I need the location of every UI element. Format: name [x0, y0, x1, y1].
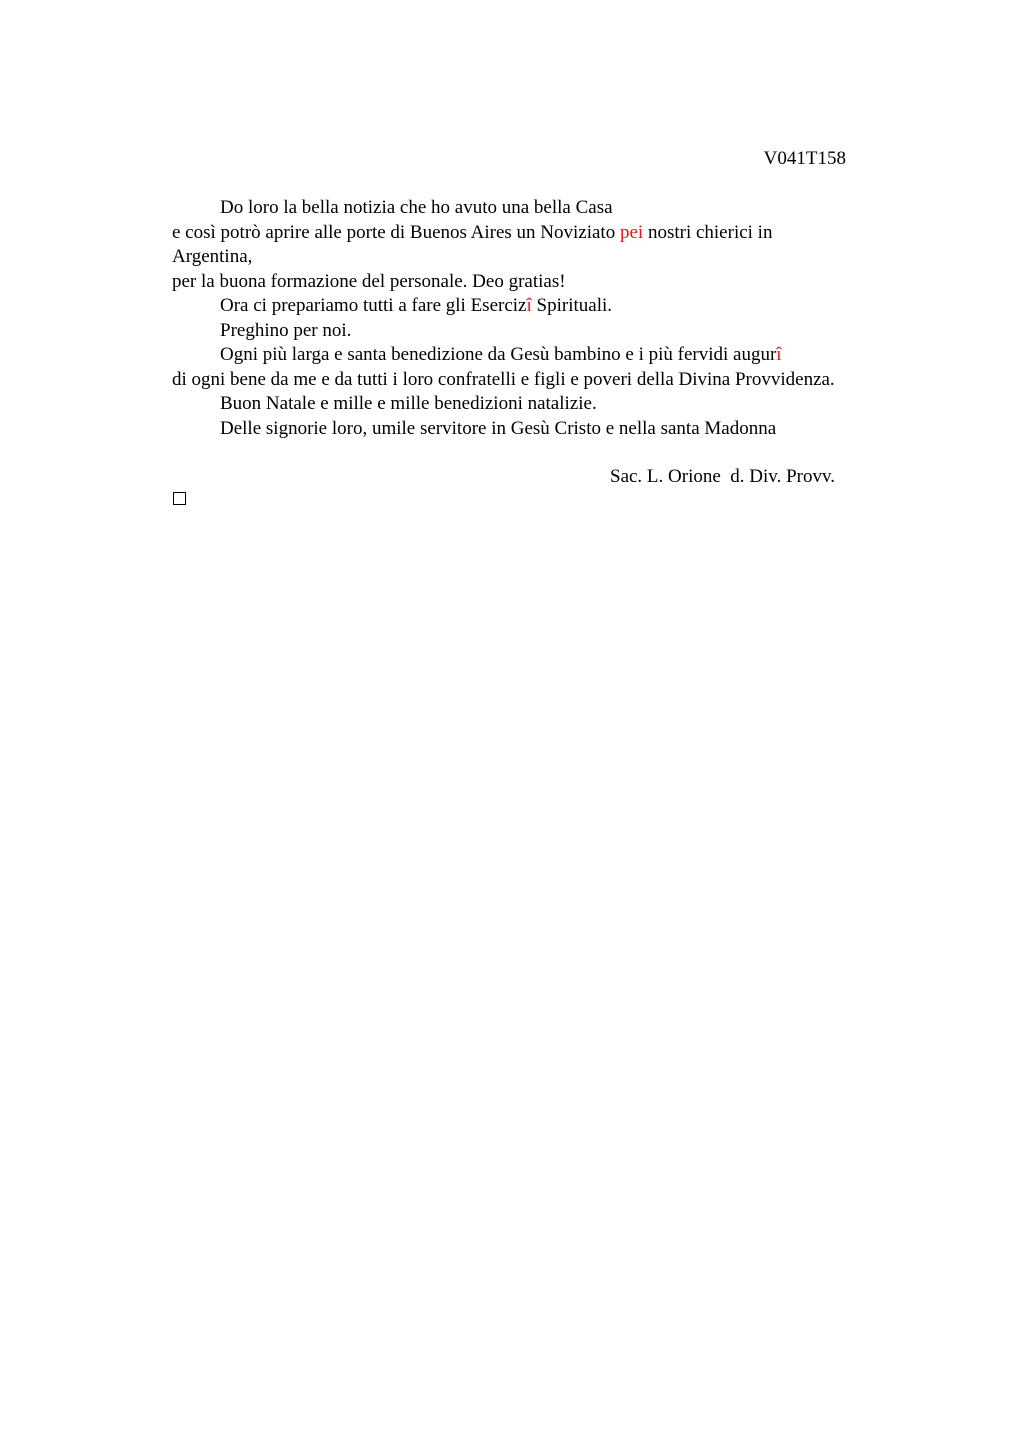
- letter-line-5-end: Spirituali.: [531, 295, 613, 316]
- letter-line-6: Preghino per noi.: [220, 319, 352, 341]
- highlighted-letter: î: [776, 344, 782, 365]
- highlighted-letter: î: [526, 295, 532, 316]
- highlighted-word-pei: pei: [619, 221, 644, 243]
- letter-line-10: Delle signorie loro, umile servitore in Gesù Cristo e nella santa Madonna: [220, 417, 777, 439]
- letter-line-5-start: Ora ci prepariamo tutti a fare gli Esercizî: [220, 295, 532, 316]
- letter-line-2: [172, 221, 912, 246]
- letter-line-1: Do loro la bella notizia che ho avuto una bella Casa: [220, 197, 613, 218]
- letter-line-5: [172, 294, 912, 319]
- letter-line-8: di ogni bene da me e da tutti i loro confratelli e figli e poveri della Divina Provvidenza.: [172, 368, 835, 390]
- letter-line-3: Argentina,: [172, 246, 253, 267]
- end-marker-square: [173, 492, 186, 505]
- letter-line-7: Ogni più larga e santa benedizione da Gesù bambino e i più fervidi augurî: [220, 344, 782, 365]
- letter-line-4: per la buona formazione del personale. Deo gratias!: [172, 270, 566, 292]
- letter-body: [172, 196, 912, 441]
- letter-line-2-start: e così potrò aprire alle porte di Buenos Aires un Noviziato: [172, 221, 620, 243]
- letter-line-2-end: nostri chierici in: [643, 221, 773, 243]
- document-id: V041T158: [763, 148, 846, 169]
- signature: Sac. L. Orione d. Div. Provv.: [610, 466, 835, 487]
- letter-line-9: Buon Natale e mille e mille benedizioni natalizie.: [220, 393, 597, 414]
